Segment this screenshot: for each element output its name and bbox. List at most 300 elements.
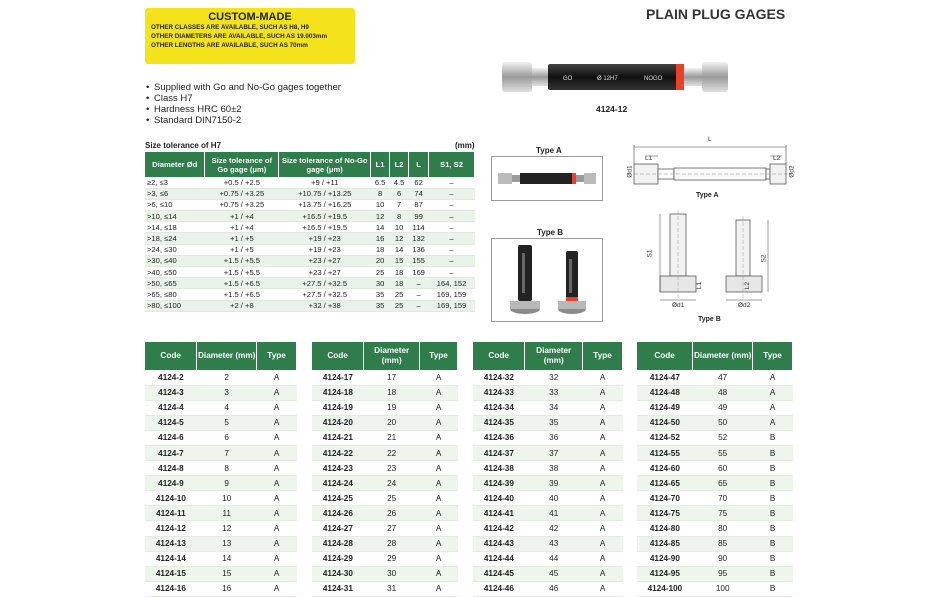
diameter-cell: 50 xyxy=(693,415,753,430)
table-cell: +23 / +27 xyxy=(279,267,371,278)
diameter-cell: 43 xyxy=(525,536,583,551)
type-cell: A xyxy=(583,506,623,521)
type-cell: A xyxy=(583,581,623,596)
code-cell: 4124-47 xyxy=(637,370,693,385)
dim-d2-b: Ød2 xyxy=(738,302,751,309)
type-cell: A xyxy=(257,521,297,536)
type-cell: A xyxy=(420,370,458,385)
custom-made-line: OTHER DIAMETERS ARE AVAILABLE, SUCH AS 19.003mm xyxy=(151,33,328,40)
table-row xyxy=(145,551,297,566)
diameter-cell: 15 xyxy=(197,566,257,581)
dim-d1: Ød1 xyxy=(626,165,634,178)
code-cell: 4124-42 xyxy=(473,521,525,536)
table-row xyxy=(473,566,623,581)
code-cell: 4124-2 xyxy=(145,370,197,385)
table-cell: – xyxy=(429,244,475,255)
type-header: Type xyxy=(420,342,458,370)
type-cell: A xyxy=(420,461,458,476)
type-cell: A xyxy=(257,385,297,400)
diameter-cell: 95 xyxy=(693,566,753,581)
table-row xyxy=(145,506,297,521)
table-row xyxy=(637,430,793,445)
type-cell: A xyxy=(257,400,297,415)
feature-item: • Standard DIN7150-2 xyxy=(146,115,341,126)
product-model: 4124-12 xyxy=(596,104,628,114)
code-cell: 4124-11 xyxy=(145,506,197,521)
type-cell: B xyxy=(753,445,793,460)
type-cell: A xyxy=(583,445,623,460)
table-row xyxy=(637,536,793,551)
table-row xyxy=(145,400,297,415)
diameter-cell: 90 xyxy=(693,551,753,566)
size-text: Ø 12H7 xyxy=(597,76,618,82)
code-cell: 4124-75 xyxy=(637,506,693,521)
table-row xyxy=(473,491,623,506)
type-cell: A xyxy=(420,445,458,460)
type-cell: A xyxy=(257,581,297,596)
type-cell: A xyxy=(257,461,297,476)
code-cell: 4124-24 xyxy=(312,476,364,491)
table-cell: +9 / +11 xyxy=(279,177,371,188)
type-a-drawing-label: Type A xyxy=(696,192,719,199)
dim-L1-b: L1 xyxy=(696,281,704,290)
table-row xyxy=(637,385,793,400)
code-cell: 4124-22 xyxy=(312,445,364,460)
type-a-photo xyxy=(491,156,603,201)
type-cell: A xyxy=(583,476,623,491)
code-cell: 4124-46 xyxy=(473,581,525,596)
diameter-cell: 3 xyxy=(197,385,257,400)
type-cell: A xyxy=(420,430,458,445)
feature-list xyxy=(146,82,341,126)
table-cell: 87 xyxy=(409,199,429,210)
type-cell: A xyxy=(420,415,458,430)
diameter-cell: 65 xyxy=(693,476,753,491)
table-cell: 6 xyxy=(390,188,409,199)
code-cell: 4124-49 xyxy=(637,400,693,415)
type-cell: A xyxy=(257,430,297,445)
table-cell: +10.75 / +13.25 xyxy=(279,188,371,199)
type-cell: A xyxy=(583,400,623,415)
type-cell: A xyxy=(257,566,297,581)
table-cell: 20 xyxy=(371,255,390,266)
type-cell: A xyxy=(583,491,623,506)
type-cell: A xyxy=(420,385,458,400)
code-cell: 4124-55 xyxy=(637,445,693,460)
code-cell: 4124-60 xyxy=(637,461,693,476)
table-row xyxy=(473,536,623,551)
table-row xyxy=(145,461,297,476)
code-cell: 4124-32 xyxy=(473,370,525,385)
code-header: Code xyxy=(473,342,525,370)
dim-L2-b: L2 xyxy=(744,281,752,290)
dim-S1: S1 xyxy=(646,249,654,258)
diameter-cell: 37 xyxy=(525,445,583,460)
type-cell: B xyxy=(753,521,793,536)
table-cell: +32 / +38 xyxy=(279,300,371,311)
type-cell: A xyxy=(257,445,297,460)
type-cell: B xyxy=(753,491,793,506)
diameter-cell: 7 xyxy=(197,445,257,460)
diameter-cell: 11 xyxy=(197,506,257,521)
code-cell: 4124-17 xyxy=(312,370,364,385)
diameter-cell: 10 xyxy=(197,491,257,506)
diameter-cell: 8 xyxy=(197,461,257,476)
code-cell: 4124-26 xyxy=(312,506,364,521)
table-row xyxy=(145,430,297,445)
table-row xyxy=(473,400,623,415)
table-row xyxy=(473,476,623,491)
table-cell: +1 / +4 xyxy=(205,222,279,233)
type-cell: B xyxy=(753,551,793,566)
code-cell: 4124-15 xyxy=(145,566,197,581)
code-table-4 xyxy=(637,342,793,597)
tolerance-caption: Size tolerance of H7 xyxy=(145,141,222,150)
code-cell: 4124-80 xyxy=(637,521,693,536)
code-cell: 4124-3 xyxy=(145,385,197,400)
table-cell: 25 xyxy=(371,267,390,278)
code-cell: 4124-20 xyxy=(312,415,364,430)
code-cell: 4124-38 xyxy=(473,461,525,476)
table-cell: – xyxy=(429,255,475,266)
code-cell: 4124-9 xyxy=(145,476,197,491)
diameter-cell: 14 xyxy=(197,551,257,566)
type-cell: B xyxy=(753,566,793,581)
table-cell: – xyxy=(429,177,475,188)
diameter-cell: 27 xyxy=(364,521,420,536)
tolerance-table xyxy=(145,152,475,312)
code-cell: 4124-100 xyxy=(637,581,693,596)
table-cell: – xyxy=(429,211,475,222)
diameter-cell: 9 xyxy=(197,476,257,491)
diameter-cell: 45 xyxy=(525,566,583,581)
table-row xyxy=(473,430,623,445)
table-cell: 114 xyxy=(409,222,429,233)
column-header: Diameter Ød xyxy=(145,152,205,177)
feature-item: • Class H7 xyxy=(146,93,341,104)
code-cell: 4124-85 xyxy=(637,536,693,551)
table-row xyxy=(637,415,793,430)
custom-made-heading: CUSTOM-MADE xyxy=(208,11,292,23)
table-cell: >40, ≤50 xyxy=(145,267,205,278)
code-header: Code xyxy=(145,342,197,370)
table-row xyxy=(312,581,458,596)
type-cell: A xyxy=(583,566,623,581)
code-cell: 4124-48 xyxy=(637,385,693,400)
table-row xyxy=(473,506,623,521)
dim-L2: L2 xyxy=(773,155,781,162)
type-cell: A xyxy=(583,551,623,566)
type-cell: A xyxy=(583,461,623,476)
type-cell: A xyxy=(420,536,458,551)
type-cell: A xyxy=(420,581,458,596)
table-cell: – xyxy=(429,233,475,244)
type-cell: A xyxy=(753,400,793,415)
table-cell: 6.5 xyxy=(371,177,390,188)
diameter-cell: 4 xyxy=(197,400,257,415)
type-cell: A xyxy=(753,415,793,430)
table-cell: +1.5 / +6.5 xyxy=(205,278,279,289)
type-b-drawing-label: Type B xyxy=(698,316,721,323)
table-row xyxy=(637,461,793,476)
diameter-cell: 32 xyxy=(525,370,583,385)
table-row xyxy=(312,461,458,476)
table-cell: +1.5 / +5.5 xyxy=(205,267,279,278)
code-cell: 4124-43 xyxy=(473,536,525,551)
table-cell: – xyxy=(429,188,475,199)
code-cell: 4124-8 xyxy=(145,461,197,476)
diameter-cell: 46 xyxy=(525,581,583,596)
table-row xyxy=(145,566,297,581)
diameter-cell: 49 xyxy=(693,400,753,415)
table-row xyxy=(145,300,475,311)
table-row xyxy=(473,461,623,476)
table-row xyxy=(145,491,297,506)
table-row xyxy=(145,211,475,222)
code-header: Code xyxy=(637,342,693,370)
table-cell: 18 xyxy=(390,278,409,289)
table-cell: 14 xyxy=(390,244,409,255)
code-cell: 4124-65 xyxy=(637,476,693,491)
table-cell: 169, 159 xyxy=(429,300,475,311)
table-cell: – xyxy=(409,300,429,311)
diameter-cell: 52 xyxy=(693,430,753,445)
type-cell: A xyxy=(257,415,297,430)
diameter-cell: 33 xyxy=(525,385,583,400)
table-cell: +19 / +23 xyxy=(279,233,371,244)
diameter-cell: 23 xyxy=(364,461,420,476)
table-cell: +16.5 / +19.5 xyxy=(279,222,371,233)
custom-made-line: OTHER CLASSES ARE AVAILABLE, SUCH AS H8, H9 xyxy=(151,24,309,31)
diameter-cell: 26 xyxy=(364,506,420,521)
custom-made-line: OTHER LENGTHS ARE AVAILABLE, SUCH AS 70mm xyxy=(151,42,308,49)
type-cell: A xyxy=(753,370,793,385)
table-cell: 8 xyxy=(371,188,390,199)
type-cell: A xyxy=(583,370,623,385)
diameter-cell: 18 xyxy=(364,385,420,400)
diameter-cell: 44 xyxy=(525,551,583,566)
table-cell: +2 / +8 xyxy=(205,300,279,311)
code-cell: 4124-5 xyxy=(145,415,197,430)
table-row xyxy=(145,278,475,289)
code-cell: 4124-35 xyxy=(473,415,525,430)
table-cell: >50, ≤65 xyxy=(145,278,205,289)
diameter-cell: 5 xyxy=(197,415,257,430)
type-cell: A xyxy=(583,430,623,445)
dim-d1-b: Ød1 xyxy=(672,302,685,309)
diameter-cell: 6 xyxy=(197,430,257,445)
code-table-1 xyxy=(145,342,297,597)
diameter-cell: 47 xyxy=(693,370,753,385)
type-header: Type xyxy=(257,342,297,370)
diameter-cell: 30 xyxy=(364,566,420,581)
code-cell: 4124-50 xyxy=(637,415,693,430)
table-cell: – xyxy=(429,199,475,210)
table-row xyxy=(145,415,297,430)
diameter-cell: 31 xyxy=(364,581,420,596)
table-row xyxy=(637,566,793,581)
table-row xyxy=(145,255,475,266)
table-cell: 15 xyxy=(390,255,409,266)
type-header: Type xyxy=(753,342,793,370)
diameter-header: Diameter (mm) xyxy=(693,342,753,370)
column-header: L2 xyxy=(390,152,409,177)
table-cell: 169 xyxy=(409,267,429,278)
table-cell: ≥2, ≤3 xyxy=(145,177,205,188)
table-cell: >24, ≤30 xyxy=(145,244,205,255)
table-cell: 136 xyxy=(409,244,429,255)
type-cell: B xyxy=(753,581,793,596)
table-cell: >18, ≤24 xyxy=(145,233,205,244)
table-cell: +1.5 / +6.5 xyxy=(205,289,279,300)
diameter-header: Diameter (mm) xyxy=(525,342,583,370)
table-cell: >30, ≤40 xyxy=(145,255,205,266)
diameter-cell: 28 xyxy=(364,536,420,551)
plug-gage-photo xyxy=(500,58,730,98)
table-cell: 155 xyxy=(409,255,429,266)
feature-item: • Hardness HRC 60±2 xyxy=(146,104,341,115)
table-row xyxy=(312,400,458,415)
nogo-text: NOGO xyxy=(644,76,663,82)
table-cell: +27.5 / +32.5 xyxy=(279,278,371,289)
diameter-cell: 16 xyxy=(197,581,257,596)
dim-L1: L1 xyxy=(645,155,653,162)
type-cell: A xyxy=(583,415,623,430)
diameter-cell: 36 xyxy=(525,430,583,445)
type-cell: B xyxy=(753,506,793,521)
code-cell: 4124-28 xyxy=(312,536,364,551)
table-row xyxy=(637,506,793,521)
table-cell: 8 xyxy=(390,211,409,222)
code-cell: 4124-39 xyxy=(473,476,525,491)
code-cell: 4124-40 xyxy=(473,491,525,506)
table-cell: +1 / +5 xyxy=(205,233,279,244)
table-cell: +0.75 / +3.25 xyxy=(205,188,279,199)
table-row xyxy=(312,536,458,551)
type-cell: A xyxy=(420,476,458,491)
table-cell: 12 xyxy=(390,233,409,244)
dim-d2: Ød2 xyxy=(788,165,796,178)
code-cell: 4124-90 xyxy=(637,551,693,566)
code-cell: 4124-7 xyxy=(145,445,197,460)
code-cell: 4124-29 xyxy=(312,551,364,566)
code-cell: 4124-70 xyxy=(637,491,693,506)
table-row xyxy=(145,521,297,536)
table-row xyxy=(312,491,458,506)
table-row xyxy=(145,370,297,385)
table-row xyxy=(312,521,458,536)
table-cell: 74 xyxy=(409,188,429,199)
table-cell: – xyxy=(429,267,475,278)
column-header: L xyxy=(409,152,429,177)
diameter-cell: 39 xyxy=(525,476,583,491)
table-row xyxy=(637,491,793,506)
table-row xyxy=(145,233,475,244)
table-cell: +13.75 / +16.25 xyxy=(279,199,371,210)
table-row xyxy=(312,370,458,385)
diameter-cell: 38 xyxy=(525,461,583,476)
page-title: PLAIN PLUG GAGES xyxy=(646,6,786,22)
code-cell: 4124-12 xyxy=(145,521,197,536)
table-cell: 30 xyxy=(371,278,390,289)
code-cell: 4124-30 xyxy=(312,566,364,581)
table-cell: >14, ≤18 xyxy=(145,222,205,233)
table-cell: 164, 152 xyxy=(429,278,475,289)
table-row xyxy=(637,521,793,536)
diameter-header: Diameter (mm) xyxy=(197,342,257,370)
diameter-cell: 25 xyxy=(364,491,420,506)
table-cell: 99 xyxy=(409,211,429,222)
diameter-header: Diameter (mm) xyxy=(364,342,420,370)
table-row xyxy=(145,199,475,210)
table-cell: +1 / +4 xyxy=(205,211,279,222)
table-cell: +23 / +27 xyxy=(279,255,371,266)
diameter-cell: 60 xyxy=(693,461,753,476)
code-cell: 4124-21 xyxy=(312,430,364,445)
table-row xyxy=(637,476,793,491)
table-cell: – xyxy=(409,278,429,289)
table-row xyxy=(145,222,475,233)
table-row xyxy=(312,430,458,445)
table-row xyxy=(473,581,623,596)
table-row xyxy=(637,370,793,385)
type-cell: A xyxy=(257,536,297,551)
diameter-cell: 70 xyxy=(693,491,753,506)
code-cell: 4124-34 xyxy=(473,400,525,415)
table-cell: +19 / +23 xyxy=(279,244,371,255)
table-cell: 7 xyxy=(390,199,409,210)
diameter-cell: 100 xyxy=(693,581,753,596)
table-cell: +1 / +5 xyxy=(205,244,279,255)
type-cell: A xyxy=(753,385,793,400)
code-cell: 4124-36 xyxy=(473,430,525,445)
table-cell: 169, 159 xyxy=(429,289,475,300)
table-cell: 10 xyxy=(371,199,390,210)
table-cell: 25 xyxy=(390,300,409,311)
type-cell: A xyxy=(420,566,458,581)
table-row xyxy=(637,400,793,415)
type-cell: A xyxy=(257,476,297,491)
type-cell: B xyxy=(753,461,793,476)
code-cell: 4124-95 xyxy=(637,566,693,581)
table-row xyxy=(312,445,458,460)
type-cell: A xyxy=(257,506,297,521)
type-cell: A xyxy=(420,506,458,521)
table-cell: +27.5 / +32.5 xyxy=(279,289,371,300)
type-cell: B xyxy=(753,476,793,491)
diameter-cell: 12 xyxy=(197,521,257,536)
diameter-cell: 41 xyxy=(525,506,583,521)
table-cell: 10 xyxy=(390,222,409,233)
table-cell: >6, ≤10 xyxy=(145,199,205,210)
table-cell: 35 xyxy=(371,300,390,311)
diameter-cell: 29 xyxy=(364,551,420,566)
table-row xyxy=(145,289,475,300)
column-header: Size tolerance of No-Go gage (μm) xyxy=(279,152,371,177)
table-row xyxy=(473,521,623,536)
code-cell: 4124-44 xyxy=(473,551,525,566)
diameter-cell: 21 xyxy=(364,430,420,445)
table-row xyxy=(473,415,623,430)
table-row xyxy=(473,370,623,385)
table-row xyxy=(145,581,297,596)
type-cell: A xyxy=(420,491,458,506)
code-cell: 4124-27 xyxy=(312,521,364,536)
diameter-cell: 34 xyxy=(525,400,583,415)
diameter-cell: 48 xyxy=(693,385,753,400)
table-row xyxy=(473,445,623,460)
table-cell: >10, ≤14 xyxy=(145,211,205,222)
